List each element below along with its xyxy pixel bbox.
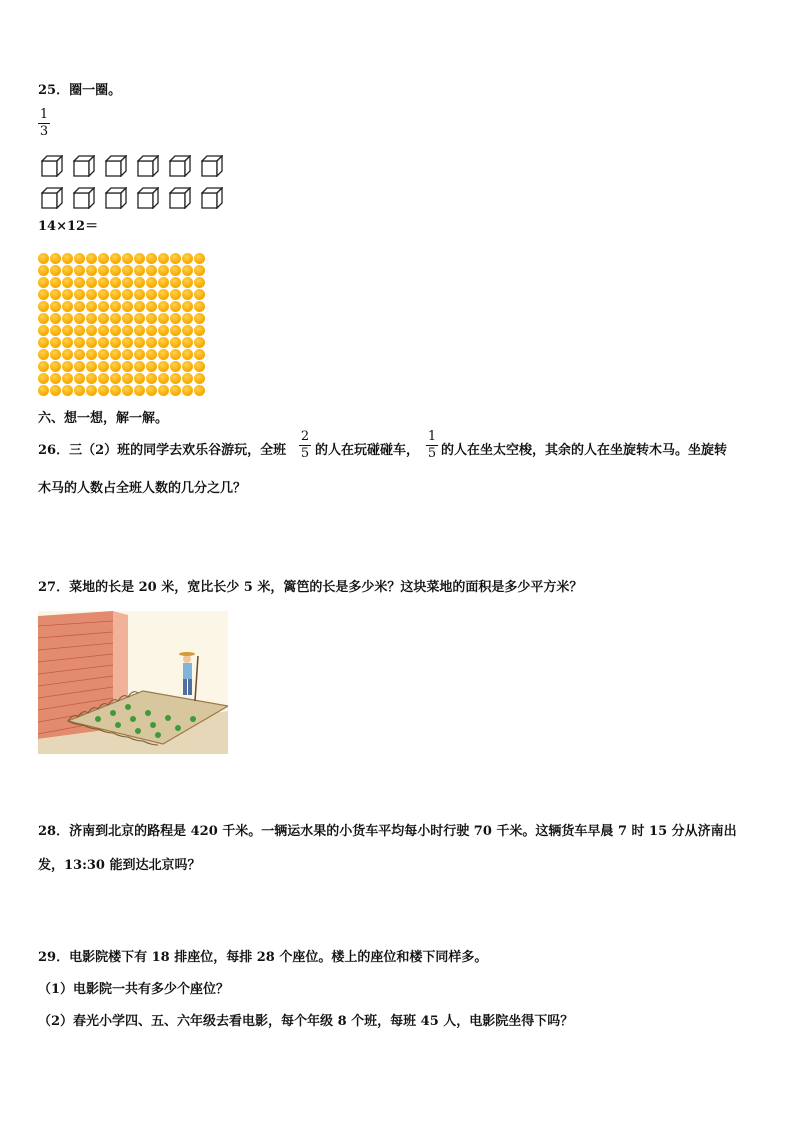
orange-dot (74, 265, 85, 276)
orange-dot (122, 277, 133, 288)
orange-dot (146, 373, 157, 384)
cube-icon (73, 155, 95, 177)
orange-dot (74, 301, 85, 312)
orange-dot (74, 313, 85, 324)
orange-dot (146, 265, 157, 276)
orange-dot (170, 337, 181, 348)
fraction-denominator: 3 (39, 124, 49, 139)
orange-dot (146, 385, 157, 396)
q27-text: 27．菜地的长是 20 米，宽比长少 5 米，篱笆的长是多少米？这块菜地的面积是多少平方米？ (38, 580, 583, 595)
orange-dot (62, 277, 73, 288)
orange-dot (158, 349, 169, 360)
orange-dot (62, 385, 73, 396)
q25-title: 25．圈一圈。 (38, 83, 122, 98)
orange-dot (62, 373, 73, 384)
orange-dot (62, 289, 73, 300)
orange-dot (38, 277, 49, 288)
cube-icon (201, 187, 223, 209)
cube-icon (73, 187, 95, 209)
orange-dot (134, 325, 145, 336)
orange-dot (50, 289, 61, 300)
orange-dot (122, 373, 133, 384)
fraction-denominator: 5 (427, 446, 437, 461)
orange-dot (110, 289, 121, 300)
orange-dot (38, 349, 49, 360)
orange-dot (122, 325, 133, 336)
orange-dot (122, 313, 133, 324)
orange-dot (50, 265, 61, 276)
orange-dot (86, 385, 97, 396)
orange-dot (98, 385, 109, 396)
orange-dot (170, 373, 181, 384)
orange-dot (170, 349, 181, 360)
orange-dot (62, 325, 73, 336)
orange-dot (62, 361, 73, 372)
orange-dot (170, 289, 181, 300)
orange-dot (146, 289, 157, 300)
orange-dot (74, 253, 85, 264)
orange-dot (158, 385, 169, 396)
cube-icon (169, 155, 191, 177)
orange-dot (170, 277, 181, 288)
orange-dot (50, 313, 61, 324)
orange-dot (146, 313, 157, 324)
orange-dot (182, 349, 193, 360)
orange-dot (38, 289, 49, 300)
q26-fraction-one-fifth (426, 430, 438, 461)
orange-dot (134, 373, 145, 384)
orange-dot (134, 337, 145, 348)
orange-dot (62, 265, 73, 276)
orange-dot (146, 361, 157, 372)
orange-dot (122, 265, 133, 276)
orange-dot (98, 313, 109, 324)
orange-dot (134, 301, 145, 312)
orange-dot (134, 361, 145, 372)
orange-dot (158, 337, 169, 348)
orange-dot (194, 385, 205, 396)
orange-dot (194, 277, 205, 288)
orange-dot (38, 373, 49, 384)
orange-dot (38, 385, 49, 396)
orange-dot (110, 373, 121, 384)
orange-dot (86, 277, 97, 288)
orange-dot (122, 253, 133, 264)
orange-dot (170, 385, 181, 396)
orange-dot (110, 349, 121, 360)
orange-dot (194, 265, 205, 276)
orange-dot (194, 253, 205, 264)
q25-expression: 14×12＝ (38, 219, 99, 234)
orange-dot (86, 361, 97, 372)
orange-dot (74, 289, 85, 300)
orange-dot (50, 253, 61, 264)
orange-dot (170, 301, 181, 312)
orange-dot (98, 373, 109, 384)
orange-dot (74, 361, 85, 372)
orange-dot (194, 337, 205, 348)
orange-dot (50, 349, 61, 360)
orange-dot (110, 385, 121, 396)
orange-dot (86, 253, 97, 264)
vegetable-garden-illustration (38, 611, 228, 754)
cube-icon (169, 187, 191, 209)
cube-icon (41, 155, 63, 177)
orange-dot (110, 361, 121, 372)
orange-dot (158, 373, 169, 384)
orange-dot (194, 349, 205, 360)
orange-dot (38, 301, 49, 312)
orange-dot (170, 325, 181, 336)
orange-dot (62, 337, 73, 348)
fraction-numerator: 1 (39, 107, 49, 122)
orange-dot (182, 301, 193, 312)
orange-dot (98, 325, 109, 336)
orange-dot (194, 373, 205, 384)
section-6-title: 六、想一想，解一解。 (38, 411, 169, 426)
orange-dot (146, 253, 157, 264)
orange-dot (134, 253, 145, 264)
orange-dot (182, 253, 193, 264)
orange-dot (74, 385, 85, 396)
orange-dot (74, 373, 85, 384)
orange-dot (134, 289, 145, 300)
q28-text-line2: 发，13:30 能到达北京吗？ (38, 858, 201, 873)
q26-text-part1: 26．三（2）班的同学去欢乐谷游玩，全班 (38, 443, 287, 458)
dot-array (38, 253, 206, 397)
orange-dot (86, 337, 97, 348)
q26-text-line2: 木马的人数占全班人数的几分之几？ (38, 481, 247, 496)
orange-dot (122, 289, 133, 300)
orange-dot (182, 325, 193, 336)
cube-icon (105, 155, 127, 177)
orange-dot (194, 325, 205, 336)
orange-dot (86, 349, 97, 360)
orange-dot (194, 301, 205, 312)
orange-dot (38, 253, 49, 264)
orange-dot (110, 277, 121, 288)
orange-dot (146, 337, 157, 348)
orange-dot (158, 313, 169, 324)
orange-dot (110, 313, 121, 324)
orange-dot (62, 301, 73, 312)
orange-dot (146, 325, 157, 336)
orange-dot (170, 265, 181, 276)
orange-dot (98, 277, 109, 288)
orange-dot (182, 361, 193, 372)
orange-dot (158, 265, 169, 276)
q26-text-part2: 的人在玩碰碰车， (315, 443, 420, 458)
orange-dot (146, 301, 157, 312)
orange-dot (62, 253, 73, 264)
orange-dot (158, 253, 169, 264)
q26-text-part3: 的人在坐太空梭，其余的人在坐旋转木马。坐旋转 (441, 443, 728, 458)
orange-dot (86, 325, 97, 336)
orange-dot (146, 277, 157, 288)
orange-dot (50, 385, 61, 396)
orange-dot (134, 313, 145, 324)
q26-fraction-two-fifths (299, 430, 311, 461)
orange-dot (62, 349, 73, 360)
orange-dot (74, 349, 85, 360)
q29-text: 29．电影院楼下有 18 排座位，每排 28 个座位。楼上的座位和楼下同样多。 (38, 950, 488, 965)
orange-dot (110, 265, 121, 276)
orange-dot (74, 325, 85, 336)
fraction-denominator: 5 (300, 446, 310, 461)
orange-dot (134, 277, 145, 288)
orange-dot (122, 337, 133, 348)
orange-dot (50, 325, 61, 336)
orange-dot (38, 313, 49, 324)
orange-dot (50, 301, 61, 312)
cube-icon (201, 155, 223, 177)
orange-dot (98, 253, 109, 264)
fraction-numerator: 1 (427, 429, 437, 444)
orange-dot (38, 361, 49, 372)
orange-dot (98, 301, 109, 312)
orange-dot (170, 313, 181, 324)
cube-icon (105, 187, 127, 209)
orange-dot (50, 361, 61, 372)
orange-dot (74, 277, 85, 288)
cube-icon (137, 155, 159, 177)
orange-dot (86, 373, 97, 384)
orange-dot (182, 289, 193, 300)
q25-fraction (38, 108, 50, 139)
orange-dot (74, 337, 85, 348)
orange-dot (158, 277, 169, 288)
orange-dot (158, 301, 169, 312)
orange-dot (110, 337, 121, 348)
orange-dot (182, 337, 193, 348)
orange-dot (50, 337, 61, 348)
orange-dot (98, 349, 109, 360)
orange-dot (98, 265, 109, 276)
orange-dot (122, 385, 133, 396)
orange-dot (122, 301, 133, 312)
orange-dot (38, 325, 49, 336)
orange-dot (158, 361, 169, 372)
orange-dot (182, 373, 193, 384)
orange-dot (134, 349, 145, 360)
orange-dot (134, 265, 145, 276)
q29-subquestion-2: （2）春光小学四、五、六年级去看电影，每个年级 8 个班，每班 45 人，电影院坐得下吗？ (38, 1014, 574, 1029)
orange-dot (86, 313, 97, 324)
orange-dot (110, 325, 121, 336)
orange-dot (38, 337, 49, 348)
orange-dot (86, 301, 97, 312)
cube-icon (137, 187, 159, 209)
cube-icon (41, 187, 63, 209)
orange-dot (122, 361, 133, 372)
fraction-numerator: 2 (300, 429, 310, 444)
orange-dot (170, 253, 181, 264)
orange-dot (146, 349, 157, 360)
orange-dot (182, 277, 193, 288)
orange-dot (134, 385, 145, 396)
q29-subquestion-1: （1）电影院一共有多少个座位？ (38, 982, 230, 997)
orange-dot (86, 265, 97, 276)
orange-dot (194, 313, 205, 324)
orange-dot (86, 289, 97, 300)
orange-dot (122, 349, 133, 360)
orange-dot (50, 277, 61, 288)
orange-dot (62, 313, 73, 324)
q28-text-line1: 28．济南到北京的路程是 420 千米。一辆运水果的小货车平均每小时行驶 70 千米。这辆货车早晨 7 时 15 分从济南出 (38, 824, 737, 839)
orange-dot (182, 313, 193, 324)
orange-dot (194, 361, 205, 372)
orange-dot (50, 373, 61, 384)
orange-dot (98, 361, 109, 372)
orange-dot (158, 325, 169, 336)
orange-dot (158, 289, 169, 300)
orange-dot (182, 385, 193, 396)
orange-dot (194, 289, 205, 300)
orange-dot (170, 361, 181, 372)
orange-dot (98, 289, 109, 300)
orange-dot (182, 265, 193, 276)
orange-dot (110, 301, 121, 312)
orange-dot (98, 337, 109, 348)
orange-dot (110, 253, 121, 264)
orange-dot (38, 265, 49, 276)
